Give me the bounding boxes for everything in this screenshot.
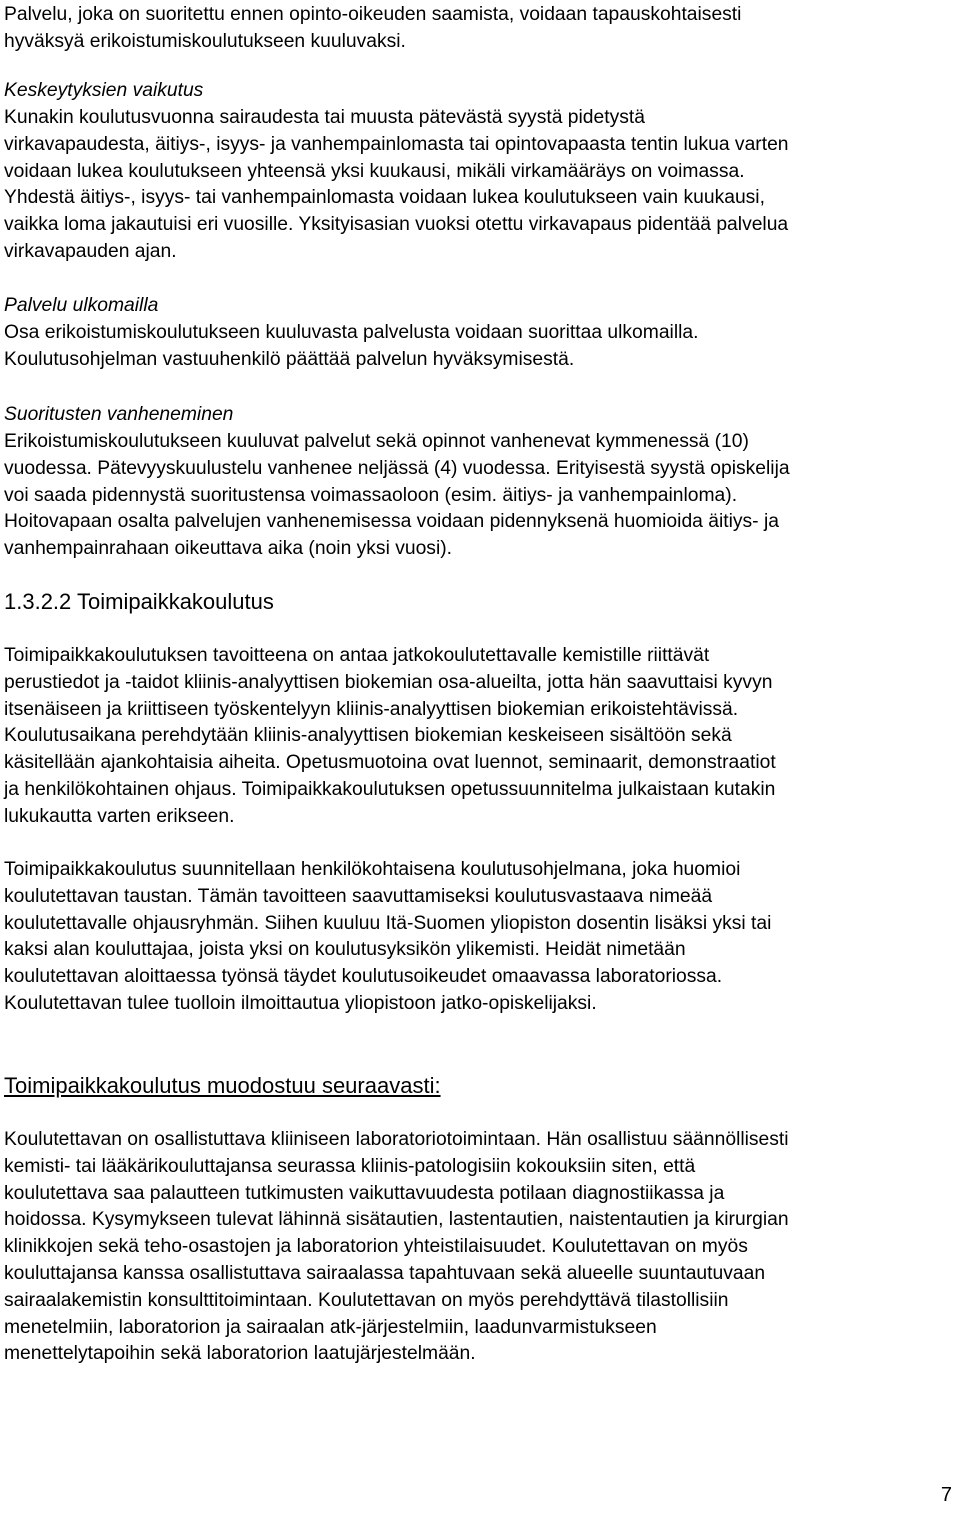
heading-training-structure: Toimipaikkakoulutus muodostuu seuraavasti: — [4, 1073, 441, 1098]
paragraph-expiration: Erikoistumiskoulutukseen kuuluvat palvelut sekä opinnot vanhenevat kymmenessä (10) vuodessa. Pätevyyskuulustelu vanhenee neljässä (4) vuodessa. Erityisestä syystä opiskelija voi saada pidennystä suoritustensa voimassaoloon (esim. äitiys- ja vanhempainloma). Hoitovapaan osalta palvelujen vanhenemisessa voidaan pidennyksenä huomioida äitiys- ja vanhempainrahaan oikeuttava aika (noin yksi vuosi). — [4, 431, 790, 560]
paragraph-workplace-training-plan: Toimipaikkakoulutus suunnitellaan henkilökohtaisena koulutusohjelmana, joka huomioi koulutettavan taustan. Tämän tavoitteen saavuttamiseksi koulutusvastaava nimeää koulutettavalle ohjausryhmän. Siihen kuuluu Itä-Suomen yliopiston dosentin lisäksi yksi tai kaksi alan kouluttajaa, joista yksi on koulutusyksikön ylikemisti. Heidät nimetään koulutettavan aloittaessa työnsä täydet koulutusoikeudet omaavassa laboratoriossa. Koulutettavan tulee tuolloin ilmoittautua yliopistoon jatko-opiskelijaksi. — [4, 859, 772, 1014]
paragraph-service-abroad: Osa erikoistumiskoulutukseen kuuluvasta palvelusta voidaan suorittaa ulkomailla. Koulutusohjelman vastuuhenkilö päättää palvelun hyväksymisestä. — [4, 322, 699, 370]
heading-service-abroad: Palvelu ulkomailla — [4, 295, 159, 316]
paragraph-interruptions: Kunakin koulutusvuonna sairaudesta tai muusta pätevästä syystä pidetystä virkavapaudesta, äitiys-, isyys- ja vanhempainlomasta tai opintovapaasta tentin lukua varten voidaan lukea koulutukseen yhteensä yksi kuukausi, mikäli virkamääräys on voimassa. Yhdestä äitiys-, isyys- tai vanhempainlomasta voidaan lukea koulutukseen vain kuukausi, vaikka loma jakautuisi eri vuosille. Yksityisasian vuoksi otettu virkavapaus pidentää palvelua virkavapauden ajan. — [4, 107, 789, 262]
page-number: 7 — [940, 1484, 952, 1506]
paragraph-training-structure: Koulutettavan on osallistuttava kliiniseen laboratoriotoimintaan. Hän osallistuu säännöllisesti kemisti- tai lääkärikouluttajansa seurassa kliinis-patologisiin kokouksiin siten, että koulutettava saa palautteen tutkimusten vaikuttavuudesta potilaan diagnostiikassa ja hoidossa. Kysymykseen tulevat lähinnä sisätautien, lastentautien, naistentautien ja kirurgian klinikkojen sekä teho-osastojen ja laboratorion yhteistilaisuudet. Koulutettavan on myös kouluttajansa kanssa osallistuttava sairaalassa tapahtuvaan sekä alueelle suuntautuvaan sairaalakemistin konsulttitoimintaan. Koulutettavan on myös perehdyttävä tilastollisiin menetelmiin, laboratorion ja sairaalan atk-järjestelmiin, laadunvarmistukseen menettelytapoihin sekä laboratorion laatujärjestelmään. — [4, 1129, 789, 1365]
heading-expiration: Suoritusten vanheneminen — [4, 404, 234, 425]
paragraph-workplace-training-goals: Toimipaikkakoulutuksen tavoitteena on antaa jatkokoulutettavalle kemistille riittävät perustiedot ja -taidot kliinis-analyyttisen biokemian osa-alueilta, jotta hän saavuttaisi kyvyn itsenäiseen ja kriittiseen työskentelyyn kliinis-analyyttisen biokemian erikoistehtävissä. Koulutusaikana perehdytään kliinis-analyyttisen biokemian keskeiseen sisältöön sekä käsitellään ajankohtaisia aiheita. Opetusmuotoina ovat luennot, seminaarit, demonstraatiot ja henkilökohtainen ohjaus. Toimipaikkakoulutuksen opetussuunnitelma julkaistaan kutakin lukukautta varten erikseen. — [4, 645, 776, 827]
paragraph-prior-service: Palvelu, joka on suoritettu ennen opinto-oikeuden saamista, voidaan tapauskohtaisesti hyväksyä erikoistumiskoulutukseen kuuluvaksi. — [4, 4, 742, 52]
heading-interruptions: Keskeytyksien vaikutus — [4, 80, 204, 101]
section-heading-workplace-training: 1.3.2.2 Toimipaikkakoulutus — [4, 589, 274, 614]
